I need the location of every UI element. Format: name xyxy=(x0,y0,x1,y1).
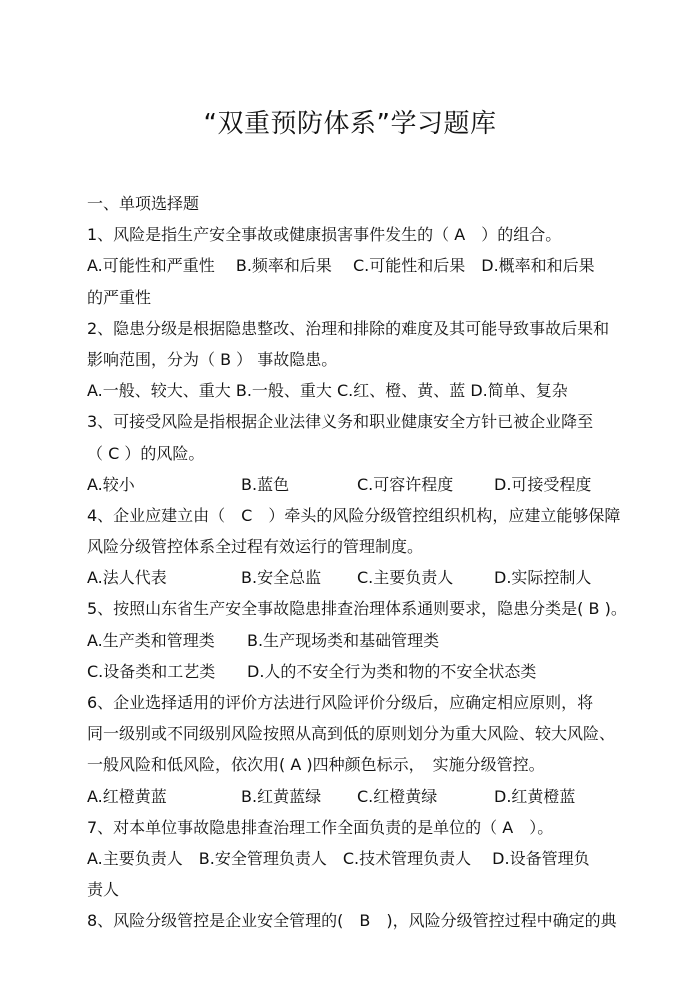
question-5-options xyxy=(87,625,627,656)
option-c: C.可容许程度 xyxy=(357,474,454,494)
option-d: D.人的不安全行为类和物的不安全状态类 xyxy=(247,661,537,681)
question-1-options-continued: 的严重性 xyxy=(87,287,152,307)
option-d: D.可接受程度 xyxy=(494,474,592,494)
option-d: D.红黄橙蓝 xyxy=(494,786,576,806)
option-a: A.法人代表 xyxy=(87,568,167,588)
question-bank xyxy=(87,188,627,937)
question-2-stem: 2、隐患分级是根据隐患整改、治理和排除的难度及其可能导致事故后果和 xyxy=(87,318,610,338)
question-7-options-continued: 责人 xyxy=(87,880,120,900)
option-b: B.红黄蓝绿 xyxy=(241,786,322,806)
question-3-stem-continued: （ C ）的风险。 xyxy=(87,443,205,463)
question-3-options xyxy=(87,469,627,500)
option-b: B.安全总监 xyxy=(241,568,322,588)
question-5-stem: 5、按照山东省生产安全事故隐患排查治理体系通则要求，隐患分类是( B )。 xyxy=(87,599,627,619)
question-7-stem: 7、对本单位事故隐患排查治理工作全面负责的是单位的（ A ）。 xyxy=(87,817,554,837)
page-title: “双重预防体系”学习题库 xyxy=(203,109,497,139)
question-6-options xyxy=(87,781,627,812)
question-1-stem: 1、风险是指生产安全事故或健康损害事件发生的（ A ）的组合。 xyxy=(87,225,562,245)
question-6-stem-continued-2: 一般风险和低风险，依次用( A )四种颜色标示， 实施分级管控。 xyxy=(87,755,545,775)
option-c: C.设备类和工艺类 xyxy=(87,661,216,681)
question-2-stem-continued: 影响范围，分为（ B ） 事故隐患。 xyxy=(87,349,338,369)
question-5-options-continued xyxy=(87,656,627,687)
option-c: C.主要负责人 xyxy=(357,568,454,588)
question-8-stem: 8、风险分级管控是企业安全管理的( B )，风险分级管控过程中确定的典 xyxy=(87,911,617,931)
option-a: A.较小 xyxy=(87,474,135,494)
question-6-stem-continued: 同一级别或不同级别风险按照从高到低的原则划分为重大风险、较大风险、 xyxy=(87,724,616,744)
question-4-options xyxy=(87,562,627,593)
option-d: D.实际控制人 xyxy=(494,568,592,588)
option-c: C.红橙黄绿 xyxy=(357,786,438,806)
question-3-stem: 3、可接受风险是指根据企业法律义务和职业健康安全方针已被企业降至 xyxy=(87,412,594,432)
question-2-options: A.一般、较大、重大 B.一般、重大 C.红、橙、黄、蓝 D.简单、复杂 xyxy=(87,381,568,401)
question-6-stem: 6、企业选择适用的评价方法进行风险评价分级后，应确定相应原则，将 xyxy=(87,693,594,712)
option-a: A.生产类和管理类 xyxy=(87,630,215,650)
section-heading: 一、单项选择题 xyxy=(87,194,200,213)
option-b: B.蓝色 xyxy=(241,474,290,494)
question-1-options: A.可能性和严重性 B.频率和后果 C.可能性和后果 D.概率和和后果 xyxy=(87,256,595,276)
question-4-stem-continued: 风险分级管控体系全过程有效运行的管理制度。 xyxy=(87,537,424,557)
option-a: A.红橙黄蓝 xyxy=(87,786,167,806)
question-7-options: A.主要负责人 B.安全管理负责人 C.技术管理负责人 D.设备管理负 xyxy=(87,848,590,868)
option-b: B.生产现场类和基础管理类 xyxy=(247,630,440,650)
question-4-stem: 4、企业应建立由（ C ）牵头的风险分级管控组织机构，应建立能够保障 xyxy=(87,505,621,525)
